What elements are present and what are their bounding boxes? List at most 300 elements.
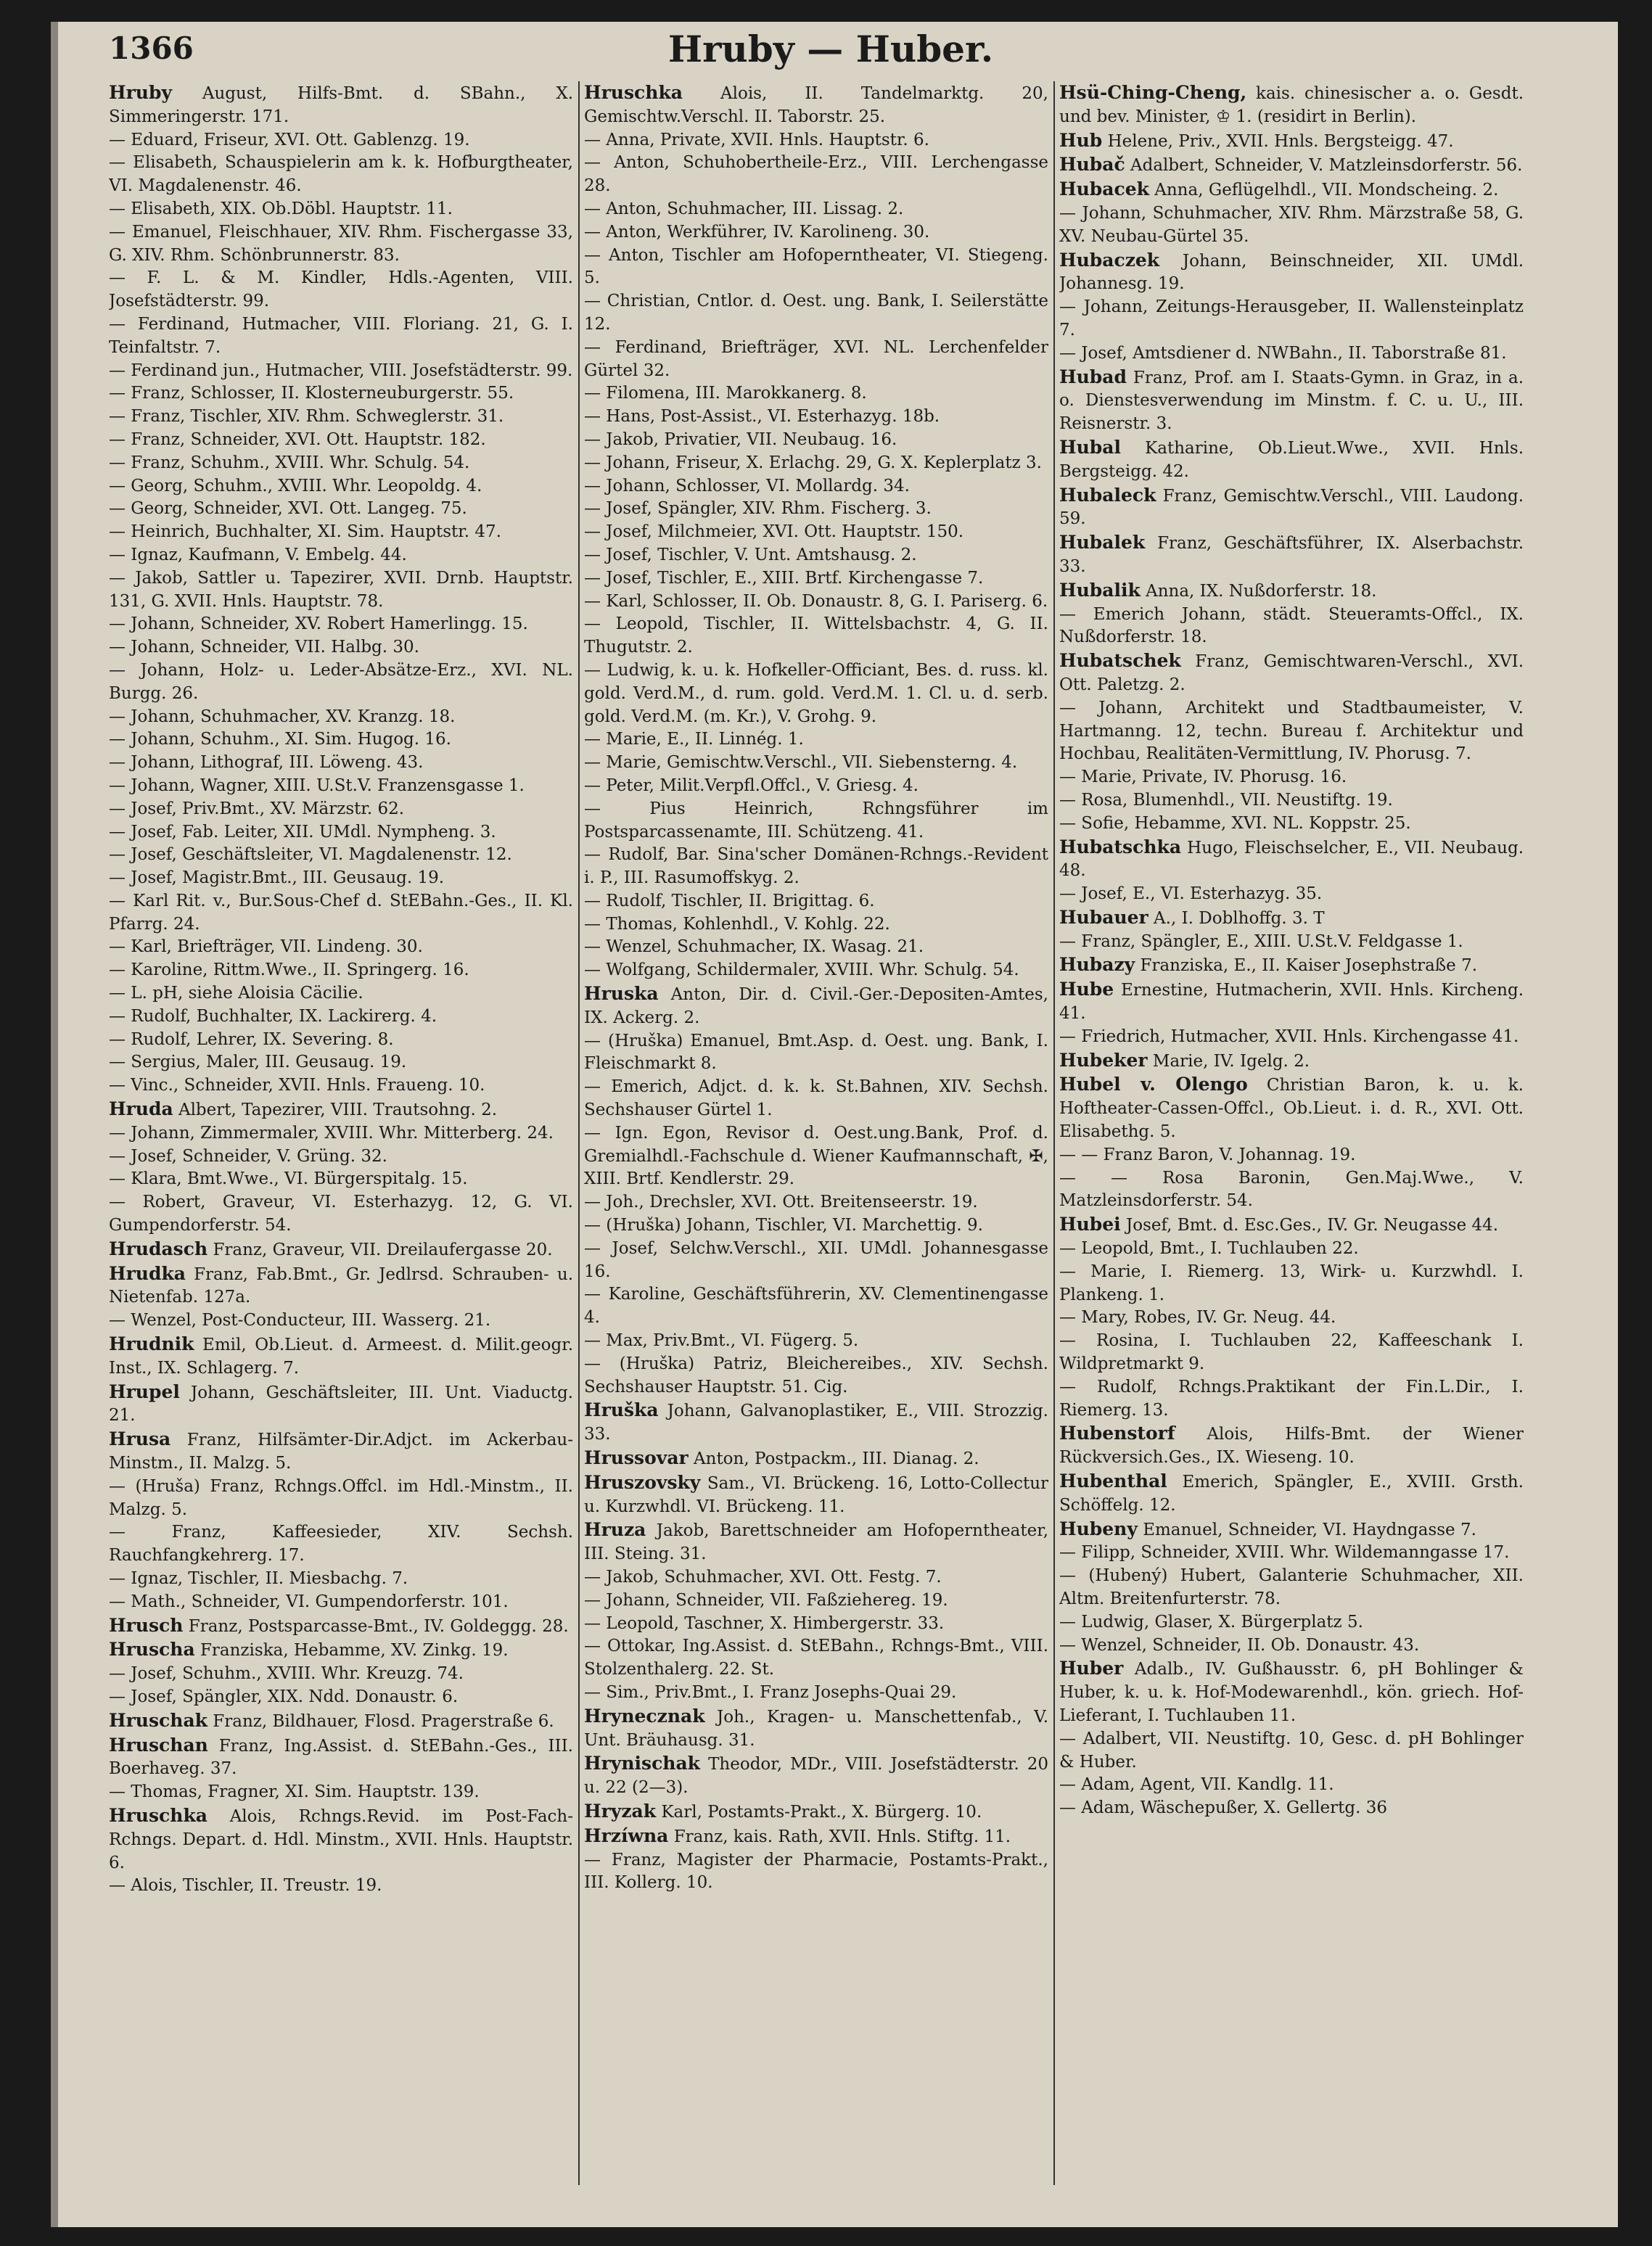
directory-entry bbox=[109, 1614, 573, 1639]
entry-surname: Hub bbox=[1059, 129, 1103, 151]
directory-entry bbox=[1059, 953, 1524, 978]
entry-surname: Hubatschek bbox=[1059, 650, 1181, 672]
directory-entry bbox=[109, 1875, 573, 1898]
entry-text: — Klara, Bmt.Wwe., VI. Bürgerspitalg. 15. bbox=[109, 1169, 468, 1189]
entry-surname: Hrudasch bbox=[109, 1238, 208, 1259]
entry-text: Alois, Hilfs-Bmt. der Wiener Rückversich.Ges., IX. Wieseng. 10. bbox=[1059, 1425, 1524, 1468]
directory-entry bbox=[584, 498, 1048, 521]
entry-text: — Josef, Selchw.Verschl., XII. UMdl. Johannesgasse 16. bbox=[584, 1238, 1048, 1281]
directory-entry bbox=[109, 936, 573, 959]
entry-text: — Wolfgang, Schildermaler, XVIII. Whr. Schulg. 54. bbox=[584, 960, 1019, 980]
entry-surname: Hubalik bbox=[1059, 579, 1141, 601]
entry-text: — Sim., Priv.Bmt., I. Franz Josephs-Quai 29. bbox=[584, 1682, 957, 1702]
entry-text: — Karoline, Geschäftsführerin, XV. Clementinengasse 4. bbox=[584, 1285, 1048, 1328]
entry-surname: Hubenthal bbox=[1059, 1470, 1167, 1492]
entry-surname: Hsü-Ching-Cheng, bbox=[1059, 82, 1247, 103]
entry-surname: Hubad bbox=[1059, 366, 1127, 387]
entry-text: — Anton, Schuhmacher, III. Lissag. 2. bbox=[584, 199, 904, 218]
entry-text: — Pius Heinrich, Rchngsführer im Postsparcassenamte, III. Schützeng. 41. bbox=[584, 799, 1048, 842]
entry-text: Marie, IV. Igelg. 2. bbox=[1152, 1051, 1310, 1071]
directory-entry bbox=[584, 844, 1048, 890]
entry-surname: Hubaczek bbox=[1059, 249, 1160, 271]
entry-text: — Franz, Schneider, XVI. Ott. Hauptstr. 182. bbox=[109, 429, 486, 449]
column-2 bbox=[584, 81, 1048, 2200]
entry-text: Ernestine, Hutmacherin, XVII. Hnls. Kircheng. 41. bbox=[1059, 981, 1524, 1024]
directory-entry bbox=[584, 475, 1048, 498]
entry-text: — Hans, Post-Assist., VI. Esterhazyg. 18b. bbox=[584, 407, 940, 427]
directory-entry bbox=[109, 1005, 573, 1029]
entry-text: Franz, Fab.Bmt., Gr. Jedlrsd. Schrauben- u. Nietenfab. 127a. bbox=[109, 1264, 573, 1307]
directory-entry bbox=[109, 1521, 573, 1568]
entry-surname: Hruschka bbox=[109, 1804, 207, 1826]
directory-entry bbox=[1059, 129, 1524, 154]
entry-text: — Johann, Lithograf, III. Löweng. 43. bbox=[109, 753, 424, 773]
directory-entry bbox=[584, 1752, 1048, 1800]
entry-text: — Johann, Schlosser, VI. Mollardg. 34. bbox=[584, 476, 910, 495]
directory-entry bbox=[1059, 1518, 1524, 1542]
directory-entry bbox=[1059, 697, 1524, 766]
directory-columns bbox=[109, 81, 1556, 2200]
entry-text: — — Rosa Baronin, Gen.Maj.Wwe., V. Matzleinsdorferstr. 54. bbox=[1059, 1168, 1524, 1211]
entry-text: — — Franz Baron, V. Johannag. 19. bbox=[1059, 1145, 1356, 1164]
directory-entry bbox=[109, 475, 573, 498]
directory-entry bbox=[109, 1168, 573, 1191]
entry-text: — Wenzel, Post-Conducteur, III. Wasserg. 21. bbox=[109, 1311, 491, 1330]
entry-text: — Sofie, Hebamme, XVI. NL. Koppstr. 25. bbox=[1059, 813, 1411, 833]
entry-text: — Christian, Cntlor. d. Oest. ung. Bank, I. Seilerstätte 12. bbox=[584, 292, 1048, 334]
directory-entry bbox=[584, 337, 1048, 383]
directory-entry bbox=[1059, 1542, 1524, 1565]
entry-surname: Hrzíwna bbox=[584, 1825, 669, 1846]
entry-text: Jakob, Barettschneider am Hofoperntheater, III. Steing. 31. bbox=[584, 1521, 1048, 1564]
entry-surname: Hrudnik bbox=[109, 1333, 194, 1355]
entry-text: — Johann, Schuhmacher, XIV. Rhm. Märzstraße 58, G. XV. Neubau-Gürtel 35. bbox=[1059, 203, 1524, 246]
entry-text: — Sergius, Maler, III. Geusaug. 19. bbox=[109, 1053, 407, 1072]
entry-text: — Anton, Schuhobertheile-Erz., VIII. Lerchengasse 28. bbox=[584, 153, 1048, 196]
directory-entry bbox=[109, 1381, 573, 1428]
directory-entry bbox=[109, 752, 573, 775]
entry-text: — Marie, Private, IV. Phorusg. 16. bbox=[1059, 768, 1347, 787]
entry-text: — Heinrich, Buchhalter, XI. Sim. Hauptstr. 47. bbox=[109, 522, 501, 542]
entry-text: — Jakob, Sattler u. Tapezirer, XVII. Drnb. Hauptstr. 131, G. XVII. Hnls. Hauptstr. 78. bbox=[109, 568, 573, 611]
entry-surname: Huber bbox=[1059, 1658, 1124, 1679]
entry-text: — Johann, Schuhmacher, XV. Kranzg. 18. bbox=[109, 707, 456, 726]
directory-entry bbox=[109, 221, 573, 268]
entry-text: — Wenzel, Schuhmacher, IX. Wasag. 21. bbox=[584, 937, 924, 957]
entry-text: — Adam, Wäschepußer, X. Gellertg. 36 bbox=[1059, 1798, 1388, 1818]
entry-text: — Josef, Milchmeier, XVI. Ott. Hauptstr. 150. bbox=[584, 522, 964, 542]
directory-entry bbox=[584, 129, 1048, 152]
entry-text: Franz, Hilfsämter-Dir.Adjct. im Ackerbau-Minstm., II. Malzg. 5. bbox=[109, 1431, 573, 1473]
page-number: 1366 bbox=[109, 30, 194, 66]
entry-text: — Joh., Drechsler, XVI. Ott. Breitenseerstr. 19. bbox=[584, 1193, 978, 1212]
entry-text: Franz, Prof. am I. Staats-Gymn. in Graz, in a. o. Dienstesverwendung im Minstm. f. C. u. U., III. Reisnerstr. 3. bbox=[1059, 368, 1524, 434]
entry-text: Franz, Bildhauer, Flosd. Pragerstraße 6. bbox=[213, 1711, 554, 1731]
directory-entry bbox=[1059, 649, 1524, 697]
directory-entry bbox=[109, 728, 573, 752]
directory-entry bbox=[1059, 436, 1524, 484]
entry-text: Adalb., IV. Gußhausstr. 6, pH Bohlinger & Huber, k. u. k. Hof-Modewarenhdl., kön. griech. Hof-Lieferant, I. Tuchlauben 11. bbox=[1059, 1660, 1524, 1725]
directory-entry bbox=[584, 544, 1048, 567]
directory-entry bbox=[1059, 1774, 1524, 1797]
entry-text: — Josef, Tischler, V. Unt. Amtshausg. 2. bbox=[584, 545, 917, 564]
entry-text: — Jakob, Privatier, VII. Neubaug. 16. bbox=[584, 429, 897, 449]
directory-entry bbox=[584, 1705, 1048, 1753]
entry-text: Franz, Gemischtw.Verschl., VIII. Laudong. 59. bbox=[1059, 486, 1524, 529]
entry-text: — Rudolf, Tischler, II. Brigittag. 6. bbox=[584, 891, 875, 910]
entry-text: — Georg, Schneider, XVI. Ott. Langeg. 75. bbox=[109, 499, 467, 519]
entry-surname: Hrussovar bbox=[584, 1447, 689, 1469]
entry-text: Sam., VI. Brückeng. 16, Lotto-Collectur u. Kurzwhdl. VI. Brückeng. 11. bbox=[584, 1473, 1048, 1516]
directory-entry bbox=[1059, 1238, 1524, 1261]
entry-text: — Filomena, III. Marokkanerg. 8. bbox=[584, 384, 867, 403]
directory-entry bbox=[584, 959, 1048, 982]
entry-text: — Mary, Robes, IV. Gr. Neug. 44. bbox=[1059, 1308, 1336, 1328]
entry-text: — Johann, Zimmermaler, XVIII. Whr. Mitterberg. 24. bbox=[109, 1123, 554, 1143]
entry-surname: Hubei bbox=[1059, 1214, 1121, 1235]
entry-text: — Johann, Schneider, VII. Halbg. 30. bbox=[109, 638, 419, 657]
directory-entry bbox=[109, 613, 573, 636]
entry-text: — Franz, Schlosser, II. Klosterneuburgerstr. 55. bbox=[109, 384, 514, 403]
entry-surname: Hrusa bbox=[109, 1428, 171, 1450]
directory-entry bbox=[1059, 604, 1524, 650]
directory-entry bbox=[1059, 1634, 1524, 1658]
directory-entry bbox=[109, 1568, 573, 1591]
directory-entry bbox=[584, 890, 1048, 913]
entry-text: Franz, kais. Rath, XVII. Hnls. Stiftg. 11. bbox=[673, 1827, 1011, 1846]
directory-entry bbox=[584, 1283, 1048, 1330]
entry-surname: Hryzak bbox=[584, 1800, 657, 1822]
entry-text: Johann, Geschäftsleiter, III. Unt. Viaductg. 21. bbox=[109, 1383, 573, 1426]
entry-text: — Ignaz, Tischler, II. Miesbachg. 7. bbox=[109, 1569, 408, 1588]
entry-text: — F. L. & M. Kindler, Hdls.-Agenten, VIII. Josefstädterstr. 99. bbox=[109, 268, 573, 311]
directory-entry bbox=[584, 81, 1048, 129]
directory-entry bbox=[584, 1030, 1048, 1077]
entry-surname: Hrusch bbox=[109, 1614, 184, 1636]
page-title: Hruby — Huber. bbox=[667, 28, 994, 70]
entry-text: Anton, Postpackm., III. Dianag. 2. bbox=[694, 1449, 979, 1469]
directory-entry bbox=[584, 913, 1048, 937]
entry-text: — Vinc., Schneider, XVII. Hnls. Fraueng. 10. bbox=[109, 1076, 485, 1095]
entry-surname: Hruszovsky bbox=[584, 1471, 701, 1493]
entry-text: Adalbert, Schneider, V. Matzleinsdorferstr. 56. bbox=[1130, 156, 1523, 176]
entry-surname: Hubel v. Olengo bbox=[1059, 1074, 1248, 1095]
directory-entry bbox=[584, 1471, 1048, 1519]
entry-text: Johann, Beinschneider, XII. UMdl. Johannesg. 19. bbox=[1059, 251, 1524, 294]
entry-surname: Hubaleck bbox=[1059, 484, 1156, 506]
directory-entry bbox=[1059, 296, 1524, 342]
entry-text: — Alois, Tischler, II. Treustr. 19. bbox=[109, 1876, 382, 1896]
entry-text: kais. chinesischer a. o. Gesdt. und bev. Minister, ♔ 1. (residirt in Berlin). bbox=[1059, 84, 1524, 126]
entry-text: — Ludwig, k. u. k. Hofkeller-Officiant, Bes. d. russ. kl. gold. Verd.M., d. rum. gold. Verd.M. 1. Cl. u. d. serb. gold. Verd.M. (m. Kr.), V. Grohg. 9. bbox=[584, 660, 1048, 726]
entry-text: — Friedrich, Hutmacher, XVII. Hnls. Kirchengasse 41. bbox=[1059, 1027, 1519, 1046]
entry-text: Joh., Kragen- u. Manschettenfab., V. Unt. Bräuhausg. 31. bbox=[584, 1707, 1048, 1750]
entry-text: Emil, Ob.Lieut. d. Armeest. d. Milit.geogr. Inst., IX. Schlagerg. 7. bbox=[109, 1336, 573, 1378]
entry-surname: Hruschka bbox=[584, 82, 683, 103]
directory-entry bbox=[584, 1353, 1048, 1399]
directory-entry bbox=[1059, 1026, 1524, 1049]
entry-text: — Johann, Zeitungs-Herausgeber, II. Wallensteinplatz 7. bbox=[1059, 297, 1524, 340]
directory-entry bbox=[584, 152, 1048, 198]
directory-entry bbox=[584, 1122, 1048, 1191]
directory-entry bbox=[584, 1447, 1048, 1471]
entry-text: — Rudolf, Rchngs.Praktikant der Fin.L.Dir., I. Riemerg. 13. bbox=[1059, 1377, 1524, 1420]
entry-text: Franz, Postsparcasse-Bmt., IV. Goldeggg. 28. bbox=[188, 1616, 569, 1636]
entry-surname: Hruscha bbox=[109, 1639, 195, 1661]
entry-surname: Hubač bbox=[1059, 154, 1125, 176]
directory-entry bbox=[584, 982, 1048, 1030]
entry-text: — (Hruša) Franz, Rchngs.Offcl. im Hdl.-Minstm., II. Malzg. 5. bbox=[109, 1476, 573, 1519]
directory-entry bbox=[1059, 1422, 1524, 1470]
entry-surname: Hrynischak bbox=[584, 1753, 700, 1774]
entry-text: Franziska, E., II. Kaiser Josephstraße 7. bbox=[1140, 956, 1478, 976]
entry-text: — Franz, Schuhm., XVIII. Whr. Schulg. 54. bbox=[109, 453, 470, 472]
entry-text: Emerich, Spängler, E., XVIII. Grsth. Schöffelg. 12. bbox=[1059, 1473, 1524, 1515]
directory-entry bbox=[109, 982, 573, 1005]
entry-text: — Ignaz, Kaufmann, V. Embelg. 44. bbox=[109, 545, 407, 564]
directory-entry bbox=[109, 498, 573, 521]
directory-entry bbox=[584, 659, 1048, 728]
entry-text: Josef, Bmt. d. Esc.Ges., IV. Gr. Neugasse 44. bbox=[1126, 1216, 1499, 1235]
entry-text: — Karl, Schlosser, II. Ob. Donaustr. 8, G. I. Pariserg. 6. bbox=[584, 591, 1048, 611]
entry-text: Franz, Ing.Assist. d. StEBahn.-Ges., III. Boerhaveg. 37. bbox=[109, 1736, 573, 1779]
entry-surname: Hubacek bbox=[1059, 178, 1149, 200]
directory-entry bbox=[1059, 1611, 1524, 1634]
directory-entry bbox=[584, 221, 1048, 244]
entry-text: — Ottokar, Ing.Assist. d. StEBahn., Rchngs-Bmt., VIII. Stolzenthalerg. 22. St. bbox=[584, 1637, 1048, 1679]
entry-text: — Rosina, I. Tuchlauben 22, Kaffeeschank I. Wildpretmarkt 9. bbox=[1059, 1331, 1524, 1374]
directory-entry bbox=[584, 244, 1048, 291]
column-3 bbox=[1059, 81, 1524, 2200]
entry-text: A., I. Doblhoffg. 3. T bbox=[1154, 908, 1325, 928]
entry-text: — Johann, Holz- u. Leder-Absätze-Erz., XVI. NL. Burgg. 26. bbox=[109, 660, 573, 703]
directory-entry bbox=[109, 775, 573, 798]
directory-entry bbox=[109, 1238, 573, 1262]
directory-entry bbox=[584, 290, 1048, 337]
directory-entry bbox=[1059, 342, 1524, 366]
entry-text: Anton, Dir. d. Civil.-Ger.-Depositen-Amtes, IX. Ackerg. 2. bbox=[584, 985, 1048, 1027]
directory-entry bbox=[584, 1800, 1048, 1825]
directory-entry bbox=[109, 1098, 573, 1122]
entry-surname: Hruska bbox=[584, 983, 659, 1005]
entry-text: — Johann, Schuhm., XI. Sim. Hugog. 16. bbox=[109, 730, 451, 749]
directory-entry bbox=[109, 1029, 573, 1052]
entry-text: August, Hilfs-Bmt. d. SBahn., X. Simmeringerstr. 171. bbox=[109, 84, 573, 126]
directory-entry bbox=[109, 959, 573, 982]
entry-text: — Josef, Spängler, XIV. Rhm. Fischerg. 3. bbox=[584, 499, 932, 519]
entry-text: Alois, II. Tandelmarktg. 20, Gemischtw.Verschl. II. Taborstr. 25. bbox=[584, 84, 1048, 126]
directory-entry bbox=[109, 636, 573, 659]
directory-entry bbox=[1059, 1657, 1524, 1727]
entry-text: — (Hruška) Emanuel, Bmt.Asp. d. Oest. ung. Bank, I. Fleischmarkt 8. bbox=[584, 1031, 1048, 1074]
entry-text: — Josef, Tischler, E., XIII. Brtf. Kirchengasse 7. bbox=[584, 568, 984, 588]
directory-entry bbox=[1059, 178, 1524, 202]
entry-text: — Franz, Kaffeesieder, XIV. Sechsh. Rauchfangkehrerg. 17. bbox=[109, 1523, 573, 1566]
entry-text: — (Hubený) Hubert, Galanterie Schuhmacher, XII. Altm. Breitenfurterstr. 78. bbox=[1059, 1566, 1524, 1608]
entry-text: — (Hruška) Patriz, Bleichereibes., XIV. Sechsh. Sechshauser Hauptstr. 51. Cig. bbox=[584, 1354, 1048, 1396]
entry-text: — Josef, Magistr.Bmt., III. Geusaug. 19. bbox=[109, 868, 445, 888]
directory-entry bbox=[1059, 931, 1524, 954]
directory-entry bbox=[109, 890, 573, 937]
directory-entry bbox=[109, 1122, 573, 1145]
entry-text: — L. pH, siehe Aloisia Cäcilie. bbox=[109, 984, 363, 1003]
entry-text: — Rudolf, Lehrer, IX. Severing. 8. bbox=[109, 1029, 394, 1049]
entry-text: — Johann, Wagner, XIII. U.St.V. Franzensgasse 1. bbox=[109, 776, 525, 795]
entry-text: — Karl, Briefträger, VII. Lindeng. 30. bbox=[109, 937, 423, 957]
entry-text: — Ludwig, Glaser, X. Bürgerplatz 5. bbox=[1059, 1612, 1363, 1632]
entry-surname: Hubauer bbox=[1059, 906, 1148, 928]
directory-entry bbox=[1059, 1167, 1524, 1214]
directory-entry bbox=[584, 798, 1048, 844]
directory-entry bbox=[109, 1638, 573, 1663]
entry-surname: Hubenstorf bbox=[1059, 1423, 1175, 1444]
entry-text: — Ferdinand, Briefträger, XVI. NL. Lerchenfelder Gürtel 32. bbox=[584, 337, 1048, 380]
directory-entry bbox=[109, 706, 573, 729]
directory-entry bbox=[584, 382, 1048, 406]
directory-entry bbox=[109, 1686, 573, 1709]
entry-text: — Ferdinand jun., Hutmacher, VIII. Josefstädterstr. 99. bbox=[109, 361, 573, 380]
entry-text: Alois, Rchngs.Revid. im Post-Fach-Rchngs. Depart. d. Hdl. Minstm., XVII. Hnls. Hauptstr. 6. bbox=[109, 1806, 573, 1872]
directory-entry bbox=[109, 406, 573, 429]
entry-text: — Karl Rit. v., Bur.Sous-Chef d. StEBahn.-Ges., II. Kl. Pfarrg. 24. bbox=[109, 891, 573, 934]
entry-text: — Max, Priv.Bmt., VI. Fügerg. 5. bbox=[584, 1331, 859, 1351]
directory-entry bbox=[109, 1476, 573, 1522]
directory-entry bbox=[109, 360, 573, 383]
entry-text: Franz, Geschäftsführer, IX. Alserbachstr. 33. bbox=[1059, 534, 1524, 576]
entry-text: — Johann, Friseur, X. Erlachg. 29, G. X. Keplerplatz 3. bbox=[584, 453, 1042, 472]
directory-entry bbox=[584, 406, 1048, 429]
directory-entry bbox=[1059, 531, 1524, 579]
entry-text: — Anna, Private, XVII. Hnls. Hauptstr. 6. bbox=[584, 130, 929, 149]
entry-text: Helene, Priv., XVII. Hnls. Bergsteigg. 47. bbox=[1107, 131, 1454, 151]
directory-entry bbox=[584, 1589, 1048, 1613]
directory-entry bbox=[109, 1734, 573, 1782]
directory-entry bbox=[584, 521, 1048, 544]
entry-text: — Thomas, Kohlenhdl., V. Kohlg. 22. bbox=[584, 914, 890, 934]
directory-entry bbox=[1059, 978, 1524, 1026]
directory-entry bbox=[584, 1849, 1048, 1896]
entry-text: — Josef, Spängler, XIX. Ndd. Donaustr. 6. bbox=[109, 1687, 459, 1706]
entry-text: Emanuel, Schneider, VI. Haydngasse 7. bbox=[1143, 1520, 1476, 1539]
entry-text: — Anton, Werkführer, IV. Karolineng. 30. bbox=[584, 222, 930, 242]
entry-surname: Hrynecznak bbox=[584, 1705, 705, 1727]
directory-entry bbox=[1059, 1307, 1524, 1330]
directory-entry bbox=[1059, 1213, 1524, 1238]
entry-surname: Hubazy bbox=[1059, 954, 1135, 976]
entry-text: — Franz, Tischler, XIV. Rhm. Schweglerstr. 31. bbox=[109, 407, 504, 427]
directory-entry bbox=[109, 1428, 573, 1476]
entry-text: — Josef, Schuhm., XVIII. Whr. Kreuzg. 74. bbox=[109, 1664, 464, 1684]
directory-entry bbox=[109, 1781, 573, 1804]
directory-entry bbox=[1059, 1565, 1524, 1611]
directory-entry bbox=[584, 1330, 1048, 1353]
directory-entry bbox=[109, 1191, 573, 1238]
directory-entry bbox=[1059, 1376, 1524, 1423]
entry-text: — Elisabeth, Schauspielerin am k. k. Hofburgtheater, VI. Magdalenenstr. 46. bbox=[109, 153, 573, 196]
directory-entry bbox=[1059, 1728, 1524, 1774]
entry-text: — Anton, Tischler am Hofoperntheater, VI. Stiegeng. 5. bbox=[584, 245, 1048, 288]
directory-entry bbox=[1059, 836, 1524, 884]
entry-text: — Adalbert, VII. Neustiftg. 10, Gesc. d. pH Bohlinger & Huber. bbox=[1059, 1729, 1524, 1772]
directory-entry bbox=[109, 267, 573, 313]
directory-entry bbox=[1059, 579, 1524, 604]
entry-text: Franziska, Hebamme, XV. Zinkg. 19. bbox=[200, 1641, 509, 1661]
directory-entry bbox=[109, 1145, 573, 1169]
directory-entry bbox=[584, 1566, 1048, 1589]
entry-surname: Hruschak bbox=[109, 1709, 207, 1731]
directory-entry bbox=[109, 567, 573, 614]
directory-entry bbox=[109, 1591, 573, 1614]
entry-text: Anna, IX. Nußdorferstr. 18. bbox=[1146, 581, 1377, 601]
directory-entry bbox=[1059, 153, 1524, 178]
directory-entry bbox=[584, 1518, 1048, 1566]
directory-entry bbox=[109, 1051, 573, 1074]
entry-text: — Wenzel, Schneider, II. Ob. Donaustr. 43. bbox=[1059, 1635, 1420, 1655]
directory-entry bbox=[1059, 766, 1524, 789]
entry-text: Anna, Geflügelhdl., VII. Mondscheing. 2. bbox=[1154, 181, 1499, 200]
entry-text: — Rudolf, Buchhalter, IX. Lackirerg. 4. bbox=[109, 1006, 437, 1026]
entry-surname: Hruschan bbox=[109, 1734, 208, 1756]
entry-surname: Hubatschka bbox=[1059, 836, 1182, 857]
directory-entry bbox=[109, 821, 573, 844]
entry-surname: Hubeker bbox=[1059, 1049, 1148, 1071]
directory-entry bbox=[584, 567, 1048, 591]
directory-entry bbox=[109, 81, 573, 129]
directory-entry bbox=[1059, 1330, 1524, 1376]
directory-entry bbox=[109, 452, 573, 475]
directory-entry bbox=[1059, 484, 1524, 532]
entry-text: — Karoline, Rittm.Wwe., II. Springerg. 16. bbox=[109, 960, 469, 980]
entry-surname: Hubalek bbox=[1059, 532, 1146, 554]
entry-text: — Ign. Egon, Revisor d. Oest.ung.Bank, Prof. d. Gremialhdl.-Fachschule d. Wiener Kaufmannschaft, ✠, XIII. Brtf. Kendlerstr. 29. bbox=[584, 1123, 1048, 1189]
entry-text: — Robert, Graveur, VI. Esterhazyg. 12, G. VI. Gumpendorferstr. 54. bbox=[109, 1193, 573, 1235]
entry-text: — Thomas, Fragner, XI. Sim. Hauptstr. 139. bbox=[109, 1782, 480, 1802]
entry-text: Hugo, Fleischselcher, E., VII. Neubaug. 48. bbox=[1059, 838, 1524, 881]
directory-entry bbox=[1059, 1261, 1524, 1307]
entry-text: — Leopold, Taschner, X. Himbergerstr. 33. bbox=[584, 1613, 945, 1633]
entry-text: Theodor, MDr., VIII. Josefstädterstr. 20 u. 22 (2—3). bbox=[584, 1755, 1048, 1798]
directory-entry bbox=[109, 1074, 573, 1098]
directory-entry bbox=[1059, 1797, 1524, 1820]
directory-entry bbox=[109, 659, 573, 706]
directory-entry bbox=[109, 1709, 573, 1734]
entry-text: — Johann, Schneider, VII. Faßziehereg. 19. bbox=[584, 1590, 948, 1610]
entry-text: Johann, Galvanoplastiker, E., VIII. Strozzig. 33. bbox=[584, 1402, 1048, 1444]
directory-entry bbox=[584, 1682, 1048, 1705]
entry-text: Karl, Postamts-Prakt., X. Bürgerg. 10. bbox=[661, 1802, 982, 1822]
directory-entry bbox=[584, 591, 1048, 614]
entry-text: — Jakob, Schuhmacher, XVI. Ott. Festg. 7. bbox=[584, 1568, 942, 1587]
entry-text: — Marie, I. Riemerg. 13, Wirk- u. Kurzwhdl. I. Plankeng. 1. bbox=[1059, 1262, 1524, 1304]
entry-surname: Hrudka bbox=[109, 1262, 186, 1284]
entry-surname: Hubeny bbox=[1059, 1518, 1138, 1539]
directory-entry bbox=[1059, 813, 1524, 836]
directory-entry bbox=[109, 1333, 573, 1381]
entry-text: — Marie, Gemischtw.Verschl., VII. Siebensterng. 4. bbox=[584, 753, 1018, 773]
directory-entry bbox=[109, 129, 573, 152]
directory-entry bbox=[1059, 883, 1524, 906]
entry-text: — Math., Schneider, VI. Gumpendorferstr. 101. bbox=[109, 1592, 509, 1611]
directory-entry bbox=[1059, 249, 1524, 297]
directory-entry bbox=[109, 521, 573, 544]
directory-entry bbox=[584, 936, 1048, 959]
directory-entry bbox=[584, 752, 1048, 775]
entry-text: — Franz, Spängler, E., XIII. U.St.V. Feldgasse 1. bbox=[1059, 931, 1463, 951]
entry-text: — Josef, Fab. Leiter, XII. UMdl. Nympheng. 3. bbox=[109, 822, 496, 842]
directory-entry bbox=[584, 1191, 1048, 1214]
directory-entry bbox=[109, 313, 573, 360]
directory-entry bbox=[109, 152, 573, 198]
